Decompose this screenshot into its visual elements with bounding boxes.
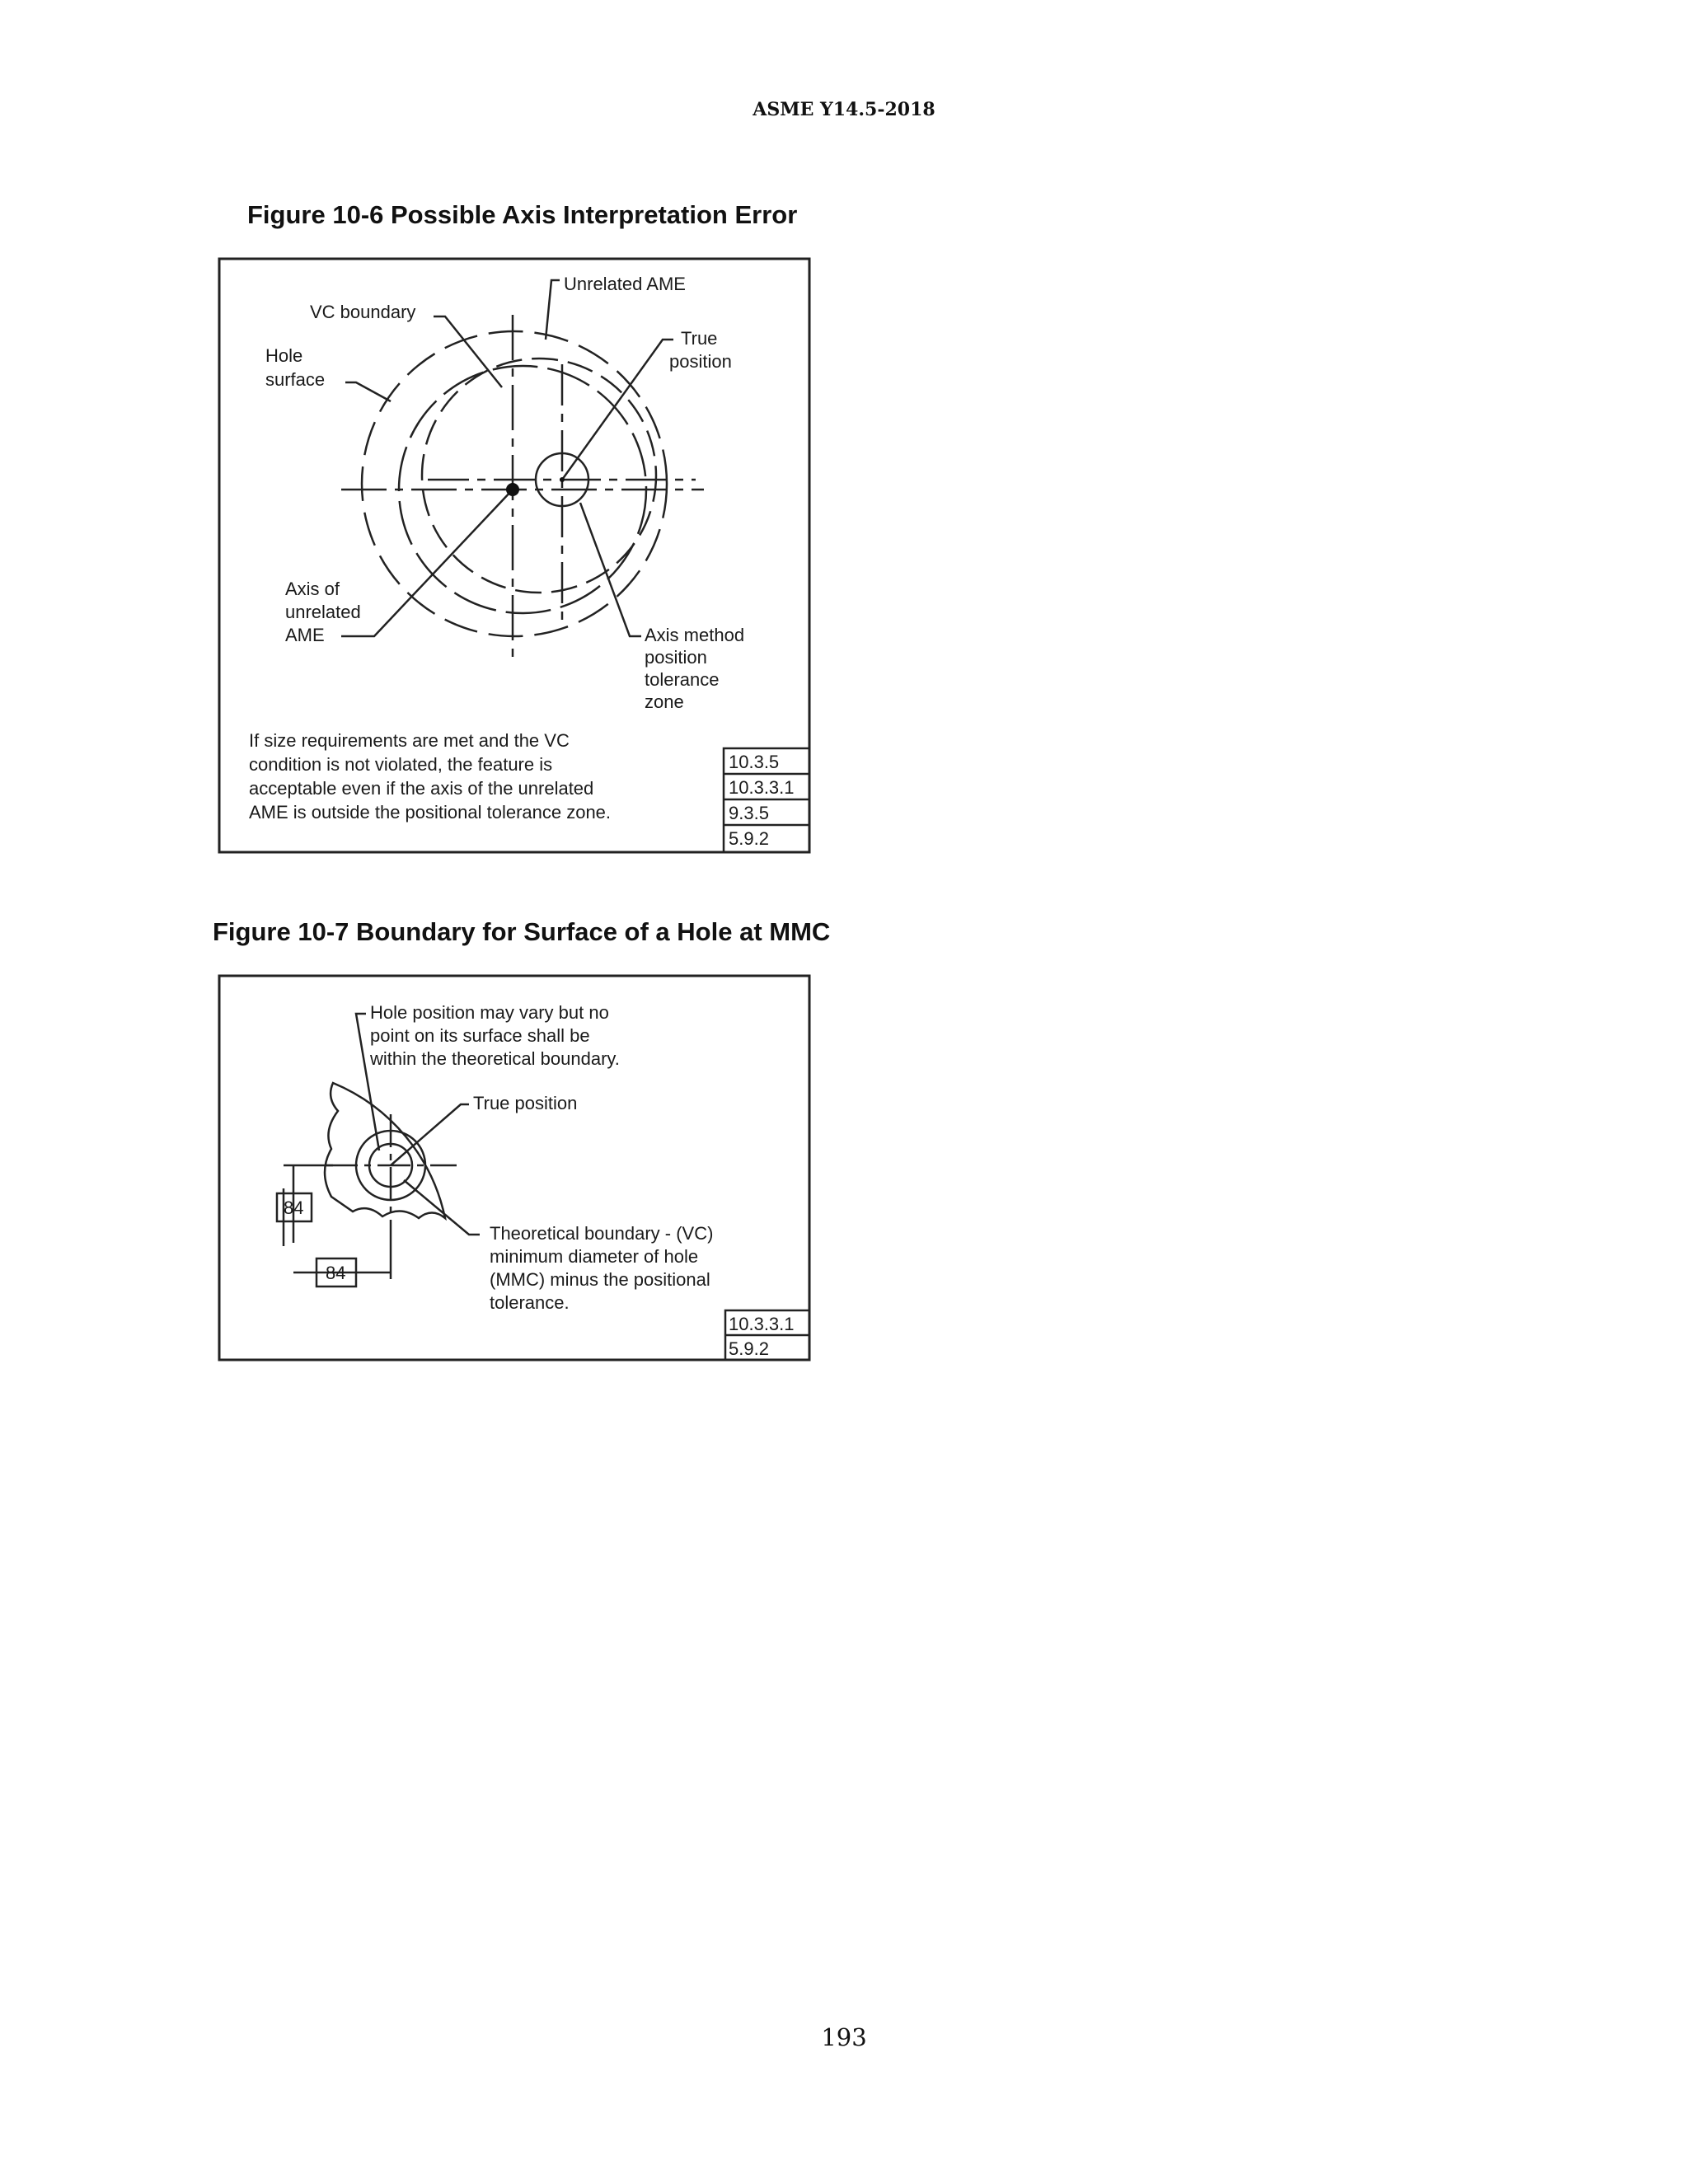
label-hole-position-line1: Hole position may vary but no [370,1002,609,1023]
note-line-1: If size requirements are met and the VC [249,730,570,751]
unrelated-ame-axis-point [506,483,519,496]
label-axis-method-line2: position [645,647,707,668]
note-line-4: AME is outside the positional tolerance zone. [249,802,612,823]
reference-cell: 10.3.5 [729,752,780,772]
label-axis-method-line4: zone [645,691,684,712]
reference-cell: 9.3.5 [729,803,769,823]
running-header: ASME Y14.5-2018 [753,99,935,120]
true-position-point [560,477,565,482]
label-axis-unrelated-line1: Axis of [285,579,340,599]
label-true-position: True position [473,1093,578,1113]
label-theoretical-line4: tolerance. [490,1292,570,1313]
label-axis-unrelated-line3: AME [285,625,325,645]
label-hole-surface-line1: Hole [265,345,303,366]
reference-cell: 10.3.3.1 [729,1314,795,1334]
label-theoretical-line2: minimum diameter of hole [490,1246,699,1267]
note-line-3: acceptable even if the axis of the unrelated [249,778,594,799]
note-line-2: condition is not violated, the feature is [249,754,553,775]
label-axis-method-line1: Axis method [645,625,745,645]
reference-cell: 10.3.3.1 [729,777,795,798]
page-number: 193 [821,2023,867,2051]
label-axis-unrelated-line2: unrelated [285,602,361,622]
label-hole-position-line3: within the theoretical boundary. [370,1048,620,1069]
reference-cell: 5.9.2 [729,828,769,849]
label-unrelated-ame: Unrelated AME [564,274,686,294]
reference-cell: 5.9.2 [729,1338,769,1359]
label-axis-method-line3: tolerance [645,669,720,690]
figure-10-6-diagram [218,257,811,854]
dimension-vertical-value: 84 [284,1197,304,1218]
dimension-horizontal-value: 84 [326,1263,346,1283]
figure-10-6-caption: Figure 10-6 Possible Axis Interpretation Error [247,200,798,229]
figure-10-7-caption: Figure 10-7 Boundary for Surface of a Hole at MMC [213,917,831,946]
figure-10-7-diagram [218,974,811,1361]
label-true-position-line1: True [681,328,718,349]
label-hole-surface-line2: surface [265,369,326,390]
label-hole-position-line2: point on its surface shall be [370,1025,590,1046]
label-vc-boundary: VC boundary [310,302,416,322]
label-true-position-line2: position [669,351,732,372]
label-theoretical-line1: Theoretical boundary - (VC) [490,1223,714,1244]
label-theoretical-line3: (MMC) minus the positional [490,1269,710,1290]
